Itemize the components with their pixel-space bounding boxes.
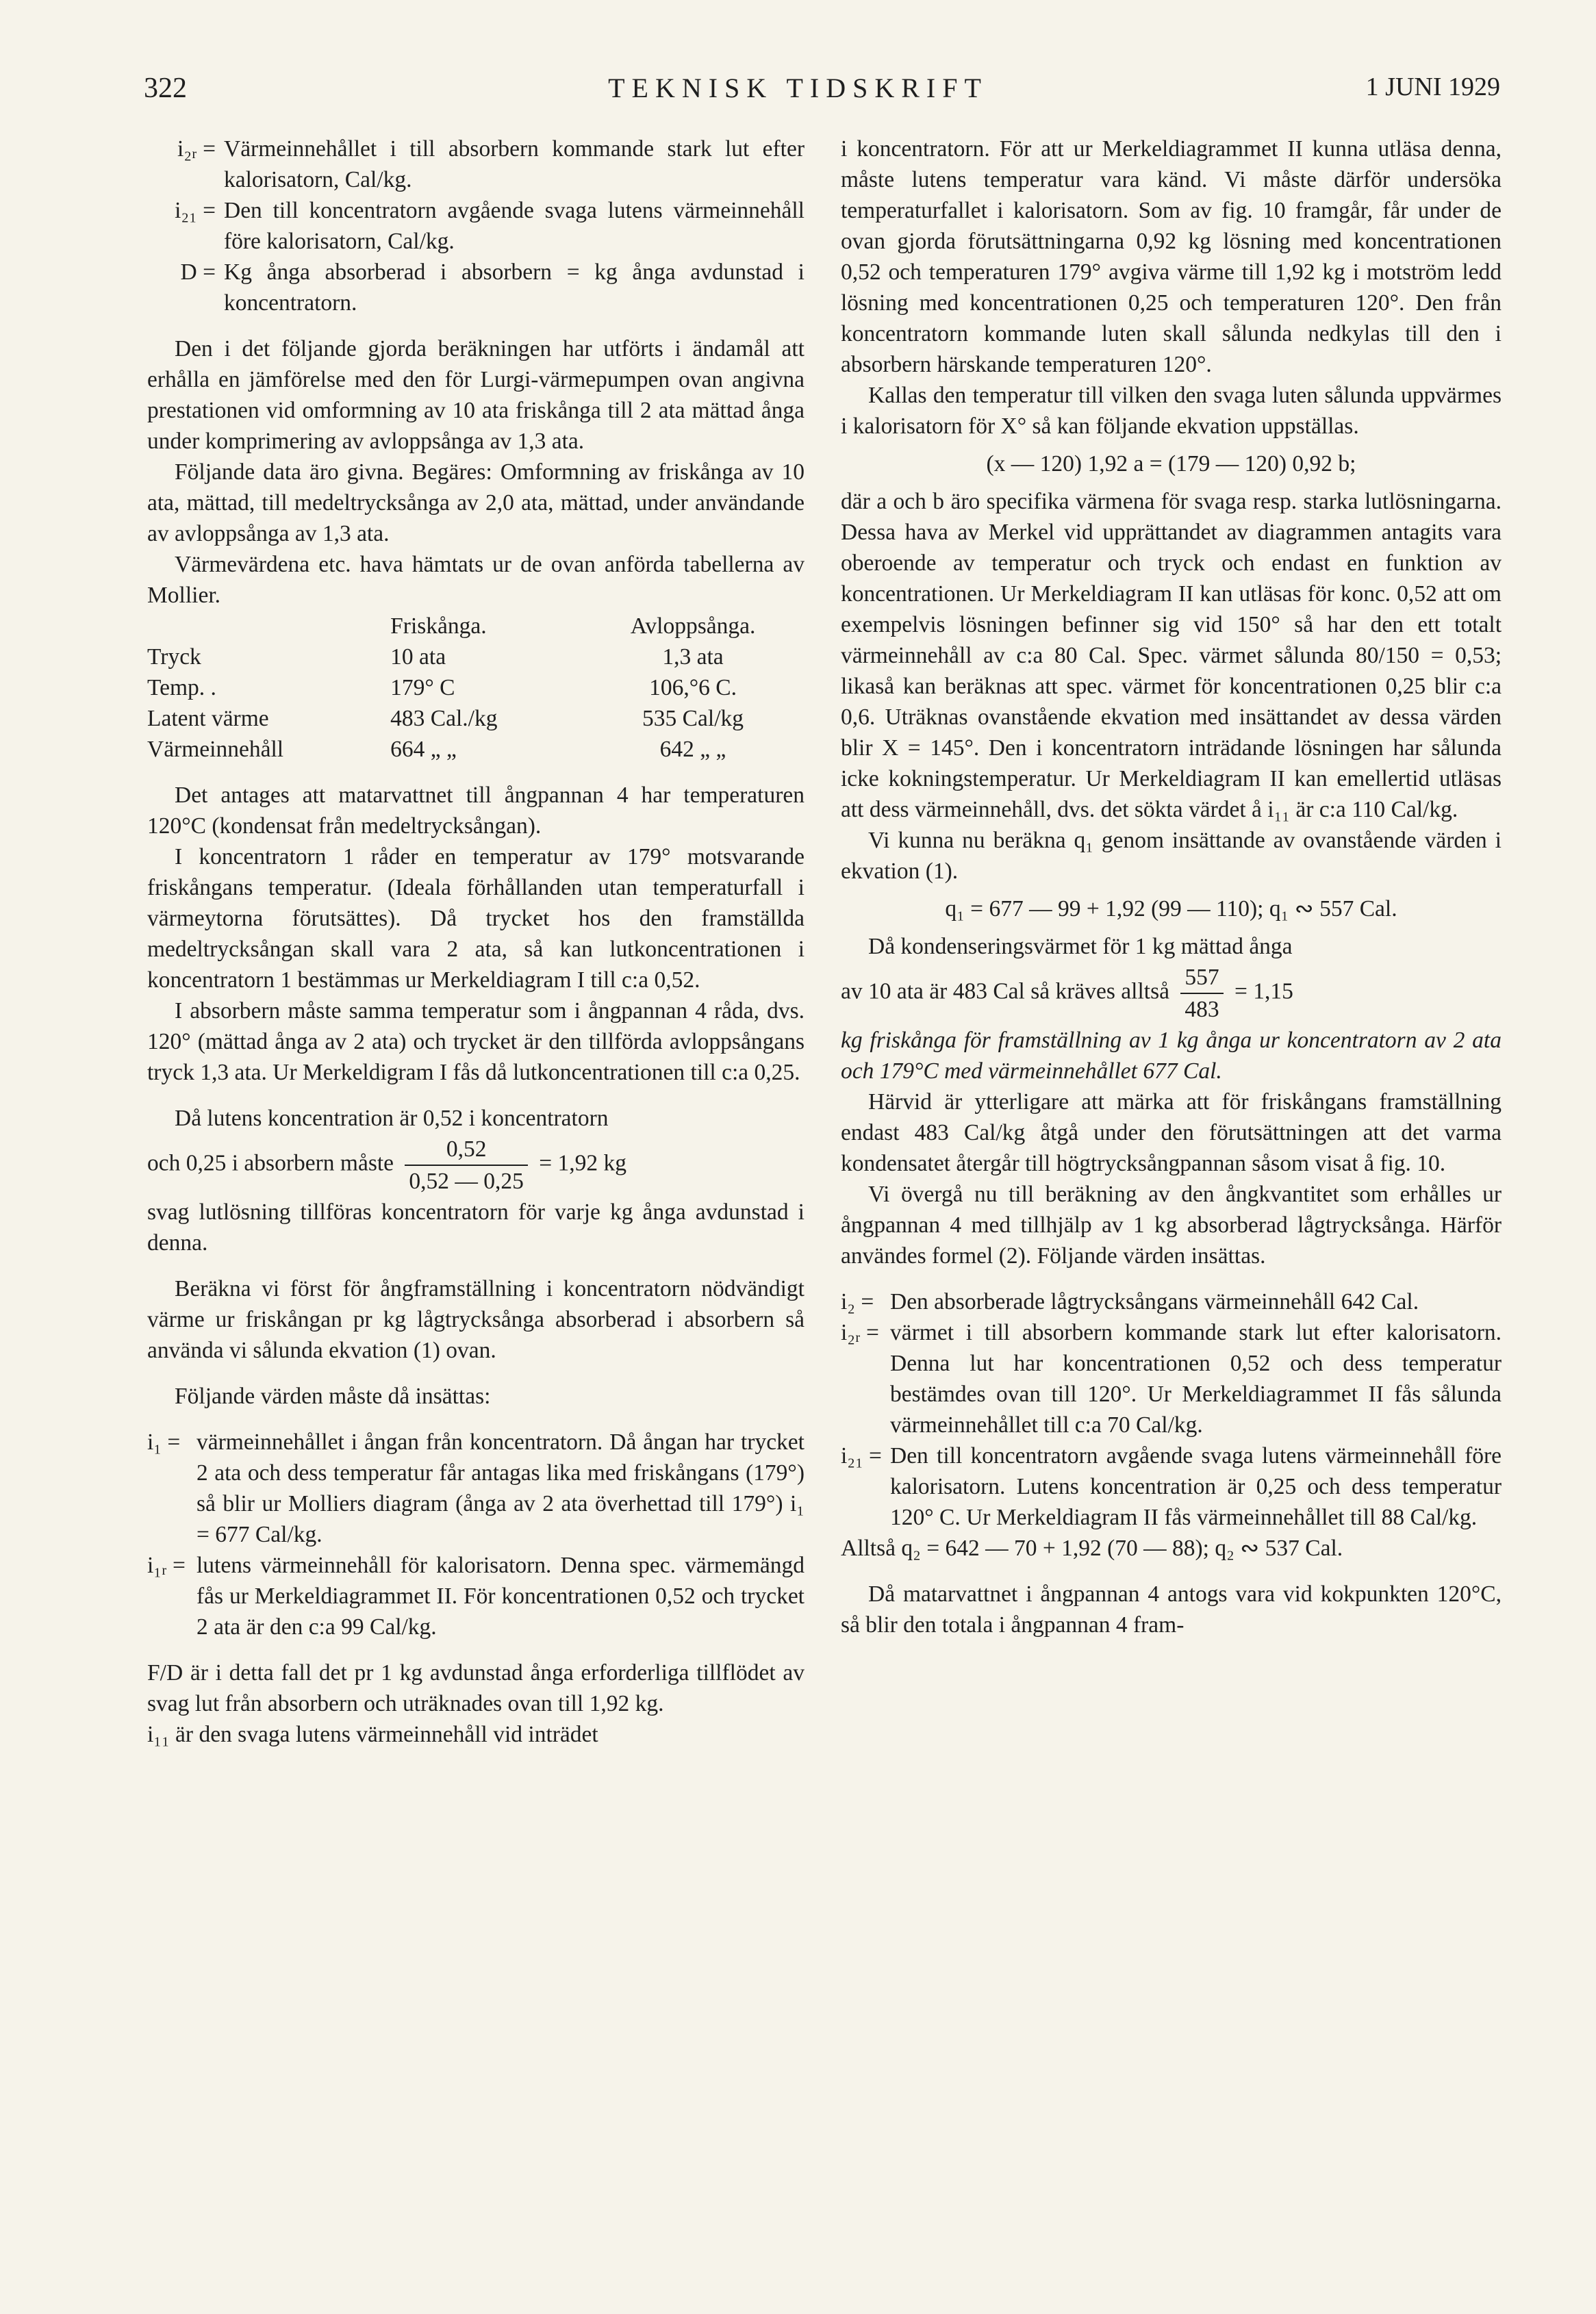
table-row xyxy=(147,734,805,765)
paragraph: F/D är i detta fall det pr 1 kg avdunstad ånga erforderliga tillflödet av svag lut från absorbern och uträknades ovan till 1,92 kg. xyxy=(147,1660,805,1716)
left-column xyxy=(147,134,805,1750)
fraction xyxy=(405,1134,528,1197)
fraction-numerator: 0,52 xyxy=(405,1134,528,1166)
definition-list-top xyxy=(147,134,805,318)
paragraph: I koncentratorn 1 råder en temperatur av 179° motsvarande friskångans temperatur. (Ideala förhållanden utan temperaturfall i värmeytorna förutsättes). Då trycket hos den framställda medeltrycksångan skall vara 2 ata, så kan lutkoncentrationen i koncentratorn 1 bestämmas ur Merkeldiagram I till c:a 0,52. xyxy=(147,844,805,993)
page-number: 322 xyxy=(144,73,187,104)
table-cell: 106,°6 C. xyxy=(649,675,737,700)
definition-text: värmet i till absorbern kommande stark lut efter kalorisatorn. Denna lut har koncentrationen 0,52 och dess temperatur bestämdes ovan till 120°. Ur Merkeldiagrammet II fås sålunda värmeinnehållet till c:a 70 Cal/kg. xyxy=(890,1320,1502,1438)
definition-symbol: i₂ᵣ = xyxy=(841,1320,879,1345)
definition-symbol: i₂ = xyxy=(841,1289,874,1314)
fraction-denominator: 0,52 — 0,25 xyxy=(409,1169,524,1194)
table-cell: 179° C xyxy=(390,675,455,700)
issue-date: 1 JUNI 1929 xyxy=(1365,73,1500,101)
paragraph: Vi övergå nu till beräkning av den ångkvantitet som erhålles ur ångpannan 4 med tillhjälp av 1 kg absorberad lågtrycksånga. Härför användes formel (2). Följande värden insättas. xyxy=(841,1182,1502,1269)
paragraph: Då lutens koncentration är 0,52 i koncentratorn xyxy=(175,1106,609,1131)
table-cell: 10 ata xyxy=(390,644,446,670)
definition-text: Kg ånga absorberad i absorbern = kg ånga avdunstad i koncentratorn. xyxy=(224,259,805,316)
definition-item xyxy=(841,1286,1502,1317)
definition-item xyxy=(841,1440,1502,1533)
paragraph: kg friskånga för framställning av 1 kg ånga ur koncentratorn av 2 ata och 179°C med värmeinnehållet 677 Cal. xyxy=(841,1028,1502,1084)
table-cell: Värmeinnehåll xyxy=(147,737,284,762)
journal-title: TEKNISK TIDSKRIFT xyxy=(608,73,988,103)
fraction-rhs: = 1,92 kg xyxy=(539,1150,627,1176)
definition-text: Den till koncentratorn avgående svaga lutens värmeinnehåll före kalorisatorn. Lutens koncentration är 0,25 och dess temperatur 120° C. Ur Merkeldiagram II fås värmeinnehållet till 88 Cal/kg. xyxy=(890,1443,1502,1530)
paragraph: där a och b äro specifika värmena för svaga resp. starka lutlösningarna. Dessa hava av Merkel vid upprättandet av diagrammen antagits vara oberoende av temperatur och tryck och endast en funktion av koncentrationen. Ur Merkeldiagram II kan utläsas för konc. 0,52 att om exempelvis lösningen befinner sig vid 150° så har den ett totalt värmeinnehåll av c:a 80 Cal. Spec. värmet sålunda 80/150 = 0,53; likaså kan beräknas att spec. värmet för koncentrationen 0,25 blir c:a 0,6. Uträknas ovanstående ekvation med insättandet av dessa värden blir X = 145°. Den i koncentratorn inträdande lösningen har sålunda icke kokningstemperatur. Ur Merkeldiagram II kan emellertid utläsas att dess värmeinnehåll, dvs. det sökta värdet å i₁₁ är c:a 110 Cal/kg. xyxy=(841,489,1502,822)
table-cell: Temp. . xyxy=(147,675,216,700)
table-row xyxy=(147,703,805,734)
steam-data-table xyxy=(147,611,805,765)
paragraph: Då kondenseringsvärmet för 1 kg mättad ånga xyxy=(868,934,1293,959)
fraction-line xyxy=(841,962,1502,1025)
table-header-cell xyxy=(147,611,390,641)
definition-text: Värmeinnehållet i till absorbern kommande stark lut efter kalorisatorn, Cal/kg. xyxy=(224,136,805,192)
definition-text: Den till koncentratorn avgående svaga lutens värmeinnehåll före kalorisatorn, Cal/kg. xyxy=(224,198,805,254)
table-row xyxy=(147,672,805,703)
fraction-numerator: 557 xyxy=(1180,962,1223,994)
definition-item xyxy=(147,134,805,195)
definition-symbol: i₂ᵣ = xyxy=(177,136,216,162)
paragraph: Vi kunna nu beräkna q₁ genom insättande av ovanstående värden i ekvation (1). xyxy=(841,828,1502,884)
right-column xyxy=(841,134,1502,1640)
paragraph: Följande värden måste då insättas: xyxy=(175,1384,491,1409)
paragraph: Följande data äro givna. Begäres: Omformning av friskånga av 10 ata, mättad, till medeltrycksånga av 2,0 ata, mättad, under användande av avloppsånga av 1,3 ata. xyxy=(147,459,805,546)
page-header xyxy=(0,72,1596,120)
definition-item xyxy=(147,1427,805,1550)
table-cell: Tryck xyxy=(147,644,201,670)
paragraph: Det antages att matarvattnet till ångpannan 4 har temperaturen 120°C (kondensat från medeltrycksångan). xyxy=(147,783,805,839)
definition-item xyxy=(147,257,805,318)
fraction-rhs: = 1,15 xyxy=(1234,978,1293,1004)
paragraph: Då matarvattnet i ångpannan 4 antogs vara vid kokpunkten 120°C, så blir den totala i ångpannan 4 fram- xyxy=(841,1581,1502,1638)
definition-symbol: D = xyxy=(180,259,216,285)
fraction-line xyxy=(147,1134,805,1197)
fraction-lhs: och 0,25 i absorbern måste xyxy=(147,1150,394,1176)
definition-item xyxy=(147,1550,805,1642)
table-cell: Latent värme xyxy=(147,706,269,731)
equation: q₁ = 677 — 99 + 1,92 (99 — 110); q₁ ∾ 557 Cal. xyxy=(945,896,1397,921)
table-header-cell: Avloppsånga. xyxy=(630,613,756,639)
paragraph: Härvid är ytterligare att märka att för friskångans framställning endast 483 Cal/kg åtgå under den förutsättningen att det varma kondensatet återgår till högtrycksångpannan såsom visat å fig. 10. xyxy=(841,1089,1502,1176)
paragraph: Kallas den temperatur till vilken den svaga luten sålunda uppvärmes i kalorisatorn för X° så kan följande ekvation uppställas. xyxy=(841,383,1502,439)
definition-symbol: i₂₁ = xyxy=(175,198,216,223)
definition-text: lutens värmeinnehåll för kalorisatorn. Denna spec. värmemängd fås ur Merkeldiagrammet II. För koncentrationen 0,52 och trycket 2 ata är den c:a 99 Cal/kg. xyxy=(197,1553,805,1640)
definition-text: Den absorberade lågtrycksångans värmeinnehåll 642 Cal. xyxy=(890,1289,1419,1314)
fraction-denominator: 483 xyxy=(1185,997,1219,1022)
paragraph: i₁₁ är den svaga lutens värmeinnehåll vid inträdet xyxy=(147,1722,598,1747)
fraction xyxy=(1180,962,1223,1025)
result-line: Alltså q₂ = 642 — 70 + 1,92 (70 — 88); q₂ ∾ 537 Cal. xyxy=(841,1536,1343,1561)
table-cell: 1,3 ata xyxy=(662,644,724,670)
equation: (x — 120) 1,92 a = (179 — 120) 0,92 b; xyxy=(986,451,1356,476)
definition-item xyxy=(147,195,805,257)
definition-symbol: i₁ᵣ = xyxy=(147,1553,186,1578)
fraction-lhs: av 10 ata är 483 Cal så kräves alltså xyxy=(841,978,1169,1004)
table-header-row xyxy=(147,611,805,641)
paragraph: Beräkna vi först för ångframställning i koncentratorn nödvändigt värme ur friskångan pr kg lågtrycksånga absorberad i absorbern så använda vi sålunda ekvation (1) ovan. xyxy=(147,1276,805,1363)
paragraph: I absorbern måste samma temperatur som i ångpannan 4 råda, dvs. 120° (mättad ånga av 2 ata) och trycket är den tillförda avloppsångans tryck 1,3 ata. Ur Merkeldigram I fås då lutkoncentrationen till c:a 0,25. xyxy=(147,998,805,1085)
definition-text: värmeinnehållet i ångan från koncentratorn. Då ångan har trycket 2 ata och dess temperatur får antagas lika med friskångans (179°) så blir ur Molliers diagram (ånga av 2 ata överhettad till 179°) i₁ = 677 Cal/kg. xyxy=(197,1429,805,1547)
table-header-cell: Friskånga. xyxy=(390,613,487,639)
table-row xyxy=(147,641,805,672)
table-cell: 535 Cal/kg xyxy=(642,706,744,731)
paragraph: Värmevärdena etc. hava hämtats ur de ovan anförda tabellerna av Mollier. xyxy=(147,552,805,608)
paragraph: svag lutlösning tillföras koncentratorn för varje kg ånga avdunstad i denna. xyxy=(147,1199,805,1256)
paragraph: i koncentratorn. För att ur Merkeldiagrammet II kunna utläsa denna, måste lutens temperatur vara känd. Vi måste därför undersöka temperaturfallet i kalorisatorn. Som av fig. 10 framgår, får under de ovan gjorda förutsättningarna 0,92 kg lösning med koncentrationen 0,52 och temperaturen 179° avgiva värme till 1,92 kg i motström ledd lösning med koncentrationen 0,25 och temperaturen 120°. Den från koncentratorn kommande luten skall sålunda nedkylas till den i absorbern härskande temperaturen 120°. xyxy=(841,136,1502,377)
definition-item xyxy=(841,1317,1502,1440)
table-cell: 642 „ „ xyxy=(659,737,726,762)
table-cell: 483 Cal./kg xyxy=(390,706,498,731)
table-cell: 664 „ „ xyxy=(390,737,457,762)
definition-symbol: i₂₁ = xyxy=(841,1443,882,1468)
paragraph: Den i det följande gjorda beräkningen har utförts i ändamål att erhålla en jämförelse med den för Lurgi-värmepumpen ovan angivna prestationen vid omformning av 10 ata friskånga till 2 ata mättad ånga under komprimering av avloppsånga av 1,3 ata. xyxy=(147,336,805,454)
definition-symbol: i₁ = xyxy=(147,1429,181,1455)
